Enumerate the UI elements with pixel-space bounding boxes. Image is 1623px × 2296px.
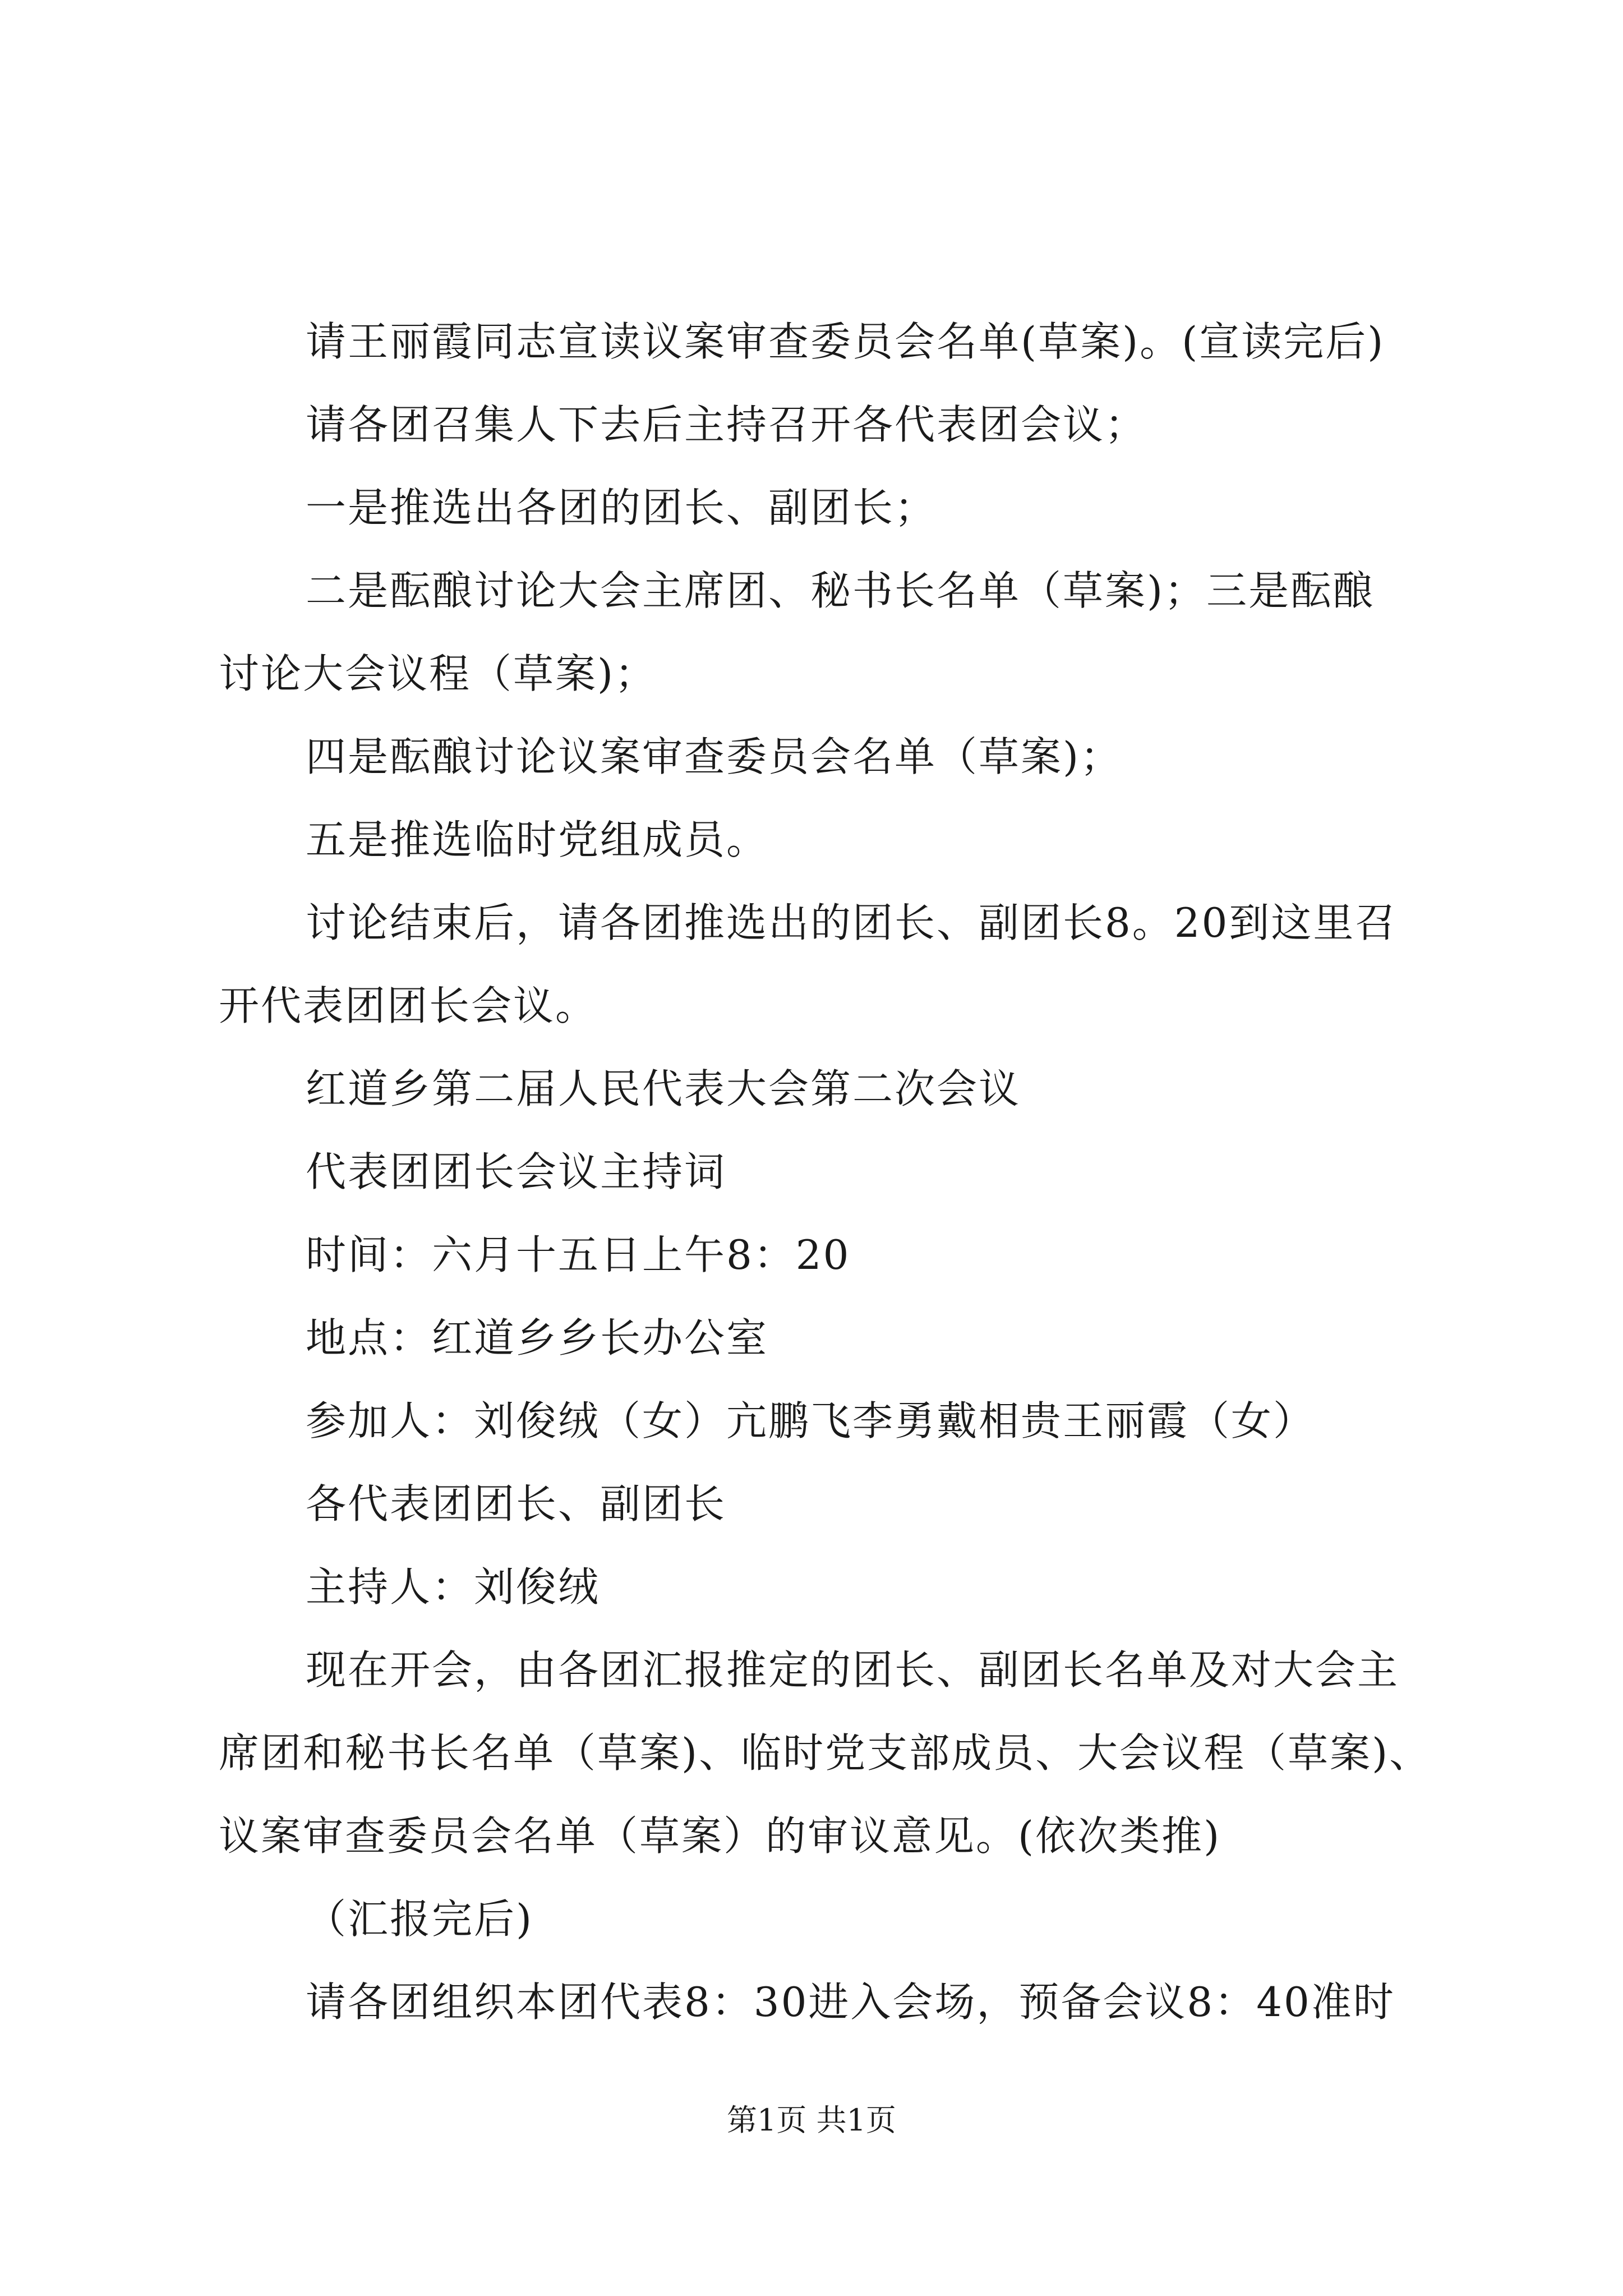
paragraph-line: 现在开会，由各团汇报推定的团长、副团长名单及对大会主 bbox=[306, 1646, 1400, 1694]
section-subtitle: 代表团团长会议主持词 bbox=[306, 1148, 727, 1195]
paragraph-line: 讨论结束后，请各团推选出的团长、副团长8。20到这里召 bbox=[306, 899, 1398, 946]
paragraph-line: 四是酝酿讨论议案审查委员会名单（草案)； bbox=[306, 733, 1123, 780]
paragraph-line: 讨论大会议程（草案)； bbox=[219, 650, 657, 697]
document-body bbox=[219, 300, 1481, 2044]
meeting-host: 主持人：刘俊绒 bbox=[306, 1563, 601, 1611]
paragraph-line: 请各团召集人下去后主持召开各代表团会议； bbox=[306, 401, 1147, 448]
meeting-location: 地点：红道乡乡长办公室 bbox=[306, 1314, 769, 1361]
meeting-time: 时间：六月十五日上午8：20 bbox=[306, 1231, 851, 1278]
paragraph-line: 五是推选临时党组成员。 bbox=[306, 816, 769, 863]
paragraph-line: 席团和秘书长名单（草案)、临时党支部成员、大会议程（草案)、 bbox=[219, 1729, 1432, 1777]
paragraph-line: 二是酝酿讨论大会主席团、秘书长名单（草案)；三是酝酿 bbox=[306, 567, 1375, 614]
paragraph-line: 议案审查委员会名单（草案）的审议意见。(依次类推) bbox=[219, 1812, 1221, 1860]
paragraph-line: 请各团组织本团代表8：30进入会场，预备会议8：40准时 bbox=[306, 1978, 1395, 2026]
paragraph-line: （汇报完后) bbox=[306, 1895, 534, 1943]
paragraph-line: 请王丽霞同志宣读议案审查委员会名单(草案)。(宣读完后) bbox=[306, 318, 1385, 365]
paragraph-line: 开代表团团长会议。 bbox=[219, 982, 598, 1029]
page-number-footer: 第1页 共1页 bbox=[727, 2102, 896, 2138]
meeting-participants: 参加人：刘俊绒（女）亢鹏飞李勇戴相贵王丽霞（女） bbox=[306, 1397, 1316, 1444]
meeting-participants-extra: 各代表团团长、副团长 bbox=[306, 1480, 727, 1527]
section-title: 红道乡第二届人民代表大会第二次会议 bbox=[306, 1065, 1021, 1112]
paragraph-line: 一是推选出各团的团长、副团长； bbox=[306, 484, 937, 531]
